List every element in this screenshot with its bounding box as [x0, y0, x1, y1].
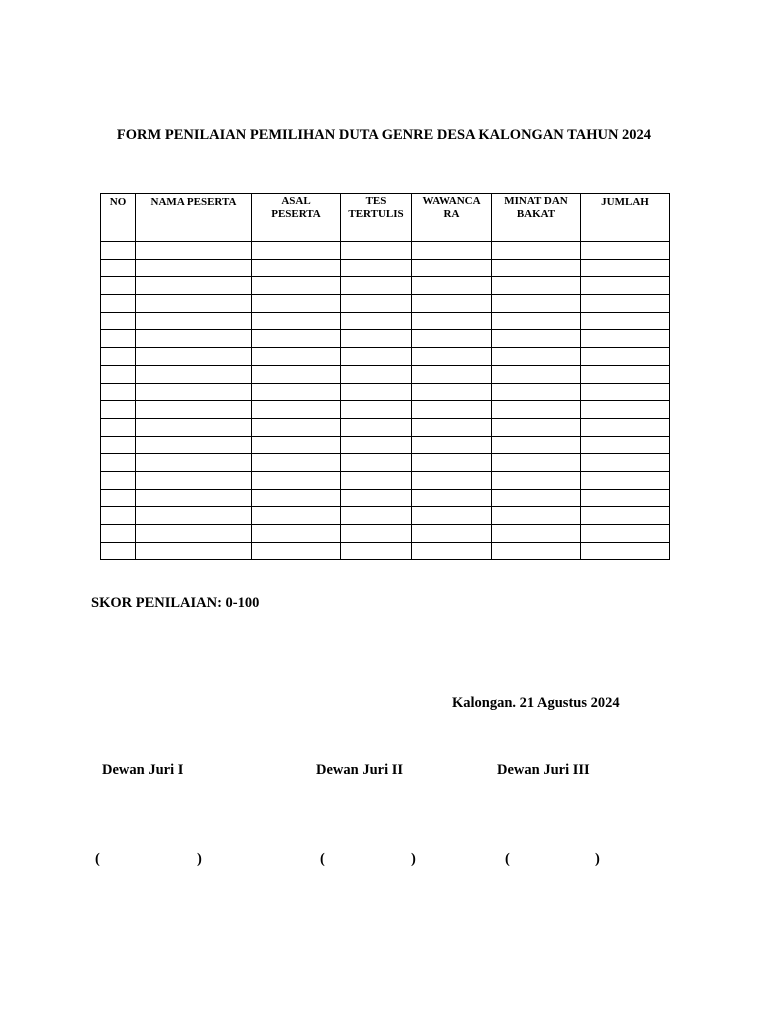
cell-tes-tertulis[interactable] [341, 277, 412, 295]
cell-asal-peserta[interactable] [252, 507, 341, 525]
cell-tes-tertulis[interactable] [341, 489, 412, 507]
cell-nama-peserta[interactable] [136, 525, 252, 543]
cell-wawancara[interactable] [412, 418, 492, 436]
cell-jumlah[interactable] [581, 277, 670, 295]
cell-nama-peserta[interactable] [136, 242, 252, 260]
table-row [101, 312, 670, 330]
cell-minat-dan-bakat[interactable] [492, 542, 581, 560]
cell-jumlah[interactable] [581, 507, 670, 525]
cell-no[interactable] [101, 242, 136, 260]
cell-minat-dan-bakat[interactable] [492, 383, 581, 401]
score-table [100, 193, 670, 560]
cell-wawancara[interactable] [412, 365, 492, 383]
cell-wawancara[interactable] [412, 383, 492, 401]
cell-minat-dan-bakat[interactable] [492, 525, 581, 543]
table-row [101, 525, 670, 543]
cell-jumlah[interactable] [581, 471, 670, 489]
cell-wawancara[interactable] [412, 259, 492, 277]
cell-nama-peserta[interactable] [136, 542, 252, 560]
cell-tes-tertulis[interactable] [341, 471, 412, 489]
cell-jumlah[interactable] [581, 365, 670, 383]
cell-no[interactable] [101, 542, 136, 560]
cell-nama-peserta[interactable] [136, 489, 252, 507]
cell-tes-tertulis[interactable] [341, 525, 412, 543]
cell-tes-tertulis[interactable] [341, 259, 412, 277]
cell-no[interactable] [101, 454, 136, 472]
cell-asal-peserta[interactable] [252, 348, 341, 366]
judge-1-signature-open: ( [95, 851, 100, 867]
cell-jumlah[interactable] [581, 401, 670, 419]
table-header-row [101, 194, 670, 242]
cell-minat-dan-bakat[interactable] [492, 436, 581, 454]
table-row [101, 436, 670, 454]
header-asal-peserta: ASAL PESERTA [252, 194, 341, 242]
cell-minat-dan-bakat[interactable] [492, 277, 581, 295]
cell-nama-peserta[interactable] [136, 471, 252, 489]
cell-nama-peserta[interactable] [136, 365, 252, 383]
cell-asal-peserta[interactable] [252, 242, 341, 260]
cell-no[interactable] [101, 277, 136, 295]
cell-minat-dan-bakat[interactable] [492, 348, 581, 366]
cell-wawancara[interactable] [412, 507, 492, 525]
cell-no[interactable] [101, 312, 136, 330]
cell-nama-peserta[interactable] [136, 330, 252, 348]
cell-minat-dan-bakat[interactable] [492, 312, 581, 330]
score-range-note: SKOR PENILAIAN: 0-100 [91, 595, 260, 611]
judge-1-label: Dewan Juri I [102, 762, 184, 778]
cell-no[interactable] [101, 330, 136, 348]
cell-tes-tertulis[interactable] [341, 454, 412, 472]
cell-wawancara[interactable] [412, 348, 492, 366]
table-row [101, 418, 670, 436]
cell-minat-dan-bakat[interactable] [492, 401, 581, 419]
cell-jumlah[interactable] [581, 454, 670, 472]
cell-nama-peserta[interactable] [136, 259, 252, 277]
cell-asal-peserta[interactable] [252, 277, 341, 295]
cell-no[interactable] [101, 401, 136, 419]
cell-asal-peserta[interactable] [252, 312, 341, 330]
cell-wawancara[interactable] [412, 471, 492, 489]
table-row [101, 330, 670, 348]
cell-minat-dan-bakat[interactable] [492, 242, 581, 260]
cell-nama-peserta[interactable] [136, 401, 252, 419]
judge-3-label: Dewan Juri III [497, 762, 590, 778]
cell-minat-dan-bakat[interactable] [492, 259, 581, 277]
cell-minat-dan-bakat[interactable] [492, 330, 581, 348]
cell-nama-peserta[interactable] [136, 507, 252, 525]
cell-tes-tertulis[interactable] [341, 330, 412, 348]
cell-nama-peserta[interactable] [136, 418, 252, 436]
header-minat-dan-bakat: MINAT DAN BAKAT [492, 194, 581, 242]
table-row [101, 295, 670, 313]
cell-no[interactable] [101, 383, 136, 401]
cell-asal-peserta[interactable] [252, 330, 341, 348]
cell-minat-dan-bakat[interactable] [492, 365, 581, 383]
cell-nama-peserta[interactable] [136, 454, 252, 472]
table-row [101, 471, 670, 489]
cell-asal-peserta[interactable] [252, 365, 341, 383]
cell-minat-dan-bakat[interactable] [492, 489, 581, 507]
table-row [101, 242, 670, 260]
cell-jumlah[interactable] [581, 242, 670, 260]
cell-asal-peserta[interactable] [252, 259, 341, 277]
table-row [101, 383, 670, 401]
cell-wawancara[interactable] [412, 525, 492, 543]
cell-nama-peserta[interactable] [136, 295, 252, 313]
cell-nama-peserta[interactable] [136, 383, 252, 401]
judge-3-signature-open: ( [505, 851, 510, 867]
cell-tes-tertulis[interactable] [341, 383, 412, 401]
table-row [101, 365, 670, 383]
cell-minat-dan-bakat[interactable] [492, 295, 581, 313]
cell-nama-peserta[interactable] [136, 436, 252, 454]
cell-jumlah[interactable] [581, 436, 670, 454]
cell-wawancara[interactable] [412, 242, 492, 260]
cell-jumlah[interactable] [581, 542, 670, 560]
cell-wawancara[interactable] [412, 436, 492, 454]
table-row [101, 454, 670, 472]
judge-2-signature-close: ) [411, 851, 416, 867]
cell-wawancara[interactable] [412, 330, 492, 348]
cell-no[interactable] [101, 436, 136, 454]
header-jumlah: JUMLAH [581, 194, 670, 242]
cell-jumlah[interactable] [581, 295, 670, 313]
header-tes-tertulis: TES TERTULIS [341, 194, 412, 242]
cell-jumlah[interactable] [581, 312, 670, 330]
cell-no[interactable] [101, 507, 136, 525]
cell-wawancara[interactable] [412, 295, 492, 313]
header-wawancara: WAWANCA RA [412, 194, 492, 242]
cell-asal-peserta[interactable] [252, 454, 341, 472]
cell-no[interactable] [101, 295, 136, 313]
table-row [101, 401, 670, 419]
table-row [101, 507, 670, 525]
cell-jumlah[interactable] [581, 489, 670, 507]
cell-tes-tertulis[interactable] [341, 312, 412, 330]
cell-asal-peserta[interactable] [252, 418, 341, 436]
cell-tes-tertulis[interactable] [341, 507, 412, 525]
header-nama-peserta: NAMA PESERTA [136, 194, 252, 242]
cell-tes-tertulis[interactable] [341, 542, 412, 560]
cell-asal-peserta[interactable] [252, 542, 341, 560]
table-body [101, 242, 670, 560]
cell-wawancara[interactable] [412, 312, 492, 330]
table-row [101, 259, 670, 277]
cell-asal-peserta[interactable] [252, 471, 341, 489]
form-title: FORM PENILAIAN PEMILIHAN DUTA GENRE DESA KALONGAN TAHUN 2024 [116, 127, 652, 143]
cell-tes-tertulis[interactable] [341, 348, 412, 366]
cell-asal-peserta[interactable] [252, 295, 341, 313]
cell-no[interactable] [101, 365, 136, 383]
cell-nama-peserta[interactable] [136, 348, 252, 366]
cell-no[interactable] [101, 348, 136, 366]
cell-asal-peserta[interactable] [252, 383, 341, 401]
cell-asal-peserta[interactable] [252, 489, 341, 507]
cell-tes-tertulis[interactable] [341, 436, 412, 454]
cell-jumlah[interactable] [581, 348, 670, 366]
table-row [101, 277, 670, 295]
cell-tes-tertulis[interactable] [341, 295, 412, 313]
cell-nama-peserta[interactable] [136, 277, 252, 295]
header-no: NO [101, 194, 136, 242]
cell-minat-dan-bakat[interactable] [492, 507, 581, 525]
cell-no[interactable] [101, 471, 136, 489]
cell-wawancara[interactable] [412, 542, 492, 560]
cell-jumlah[interactable] [581, 330, 670, 348]
cell-no[interactable] [101, 489, 136, 507]
cell-jumlah[interactable] [581, 259, 670, 277]
cell-jumlah[interactable] [581, 418, 670, 436]
cell-minat-dan-bakat[interactable] [492, 471, 581, 489]
cell-jumlah[interactable] [581, 383, 670, 401]
cell-minat-dan-bakat[interactable] [492, 418, 581, 436]
judge-1-signature-close: ) [197, 851, 202, 867]
cell-no[interactable] [101, 418, 136, 436]
judge-2-label: Dewan Juri II [316, 762, 404, 778]
judge-2-signature-open: ( [320, 851, 325, 867]
place-and-date: Kalongan. 21 Agustus 2024 [452, 695, 620, 711]
cell-tes-tertulis[interactable] [341, 365, 412, 383]
table-row [101, 489, 670, 507]
cell-wawancara[interactable] [412, 454, 492, 472]
cell-minat-dan-bakat[interactable] [492, 454, 581, 472]
cell-no[interactable] [101, 525, 136, 543]
cell-jumlah[interactable] [581, 525, 670, 543]
cell-no[interactable] [101, 259, 136, 277]
cell-wawancara[interactable] [412, 489, 492, 507]
judge-3-signature-close: ) [595, 851, 600, 867]
cell-nama-peserta[interactable] [136, 312, 252, 330]
cell-wawancara[interactable] [412, 277, 492, 295]
cell-tes-tertulis[interactable] [341, 401, 412, 419]
table-row [101, 348, 670, 366]
cell-asal-peserta[interactable] [252, 525, 341, 543]
cell-asal-peserta[interactable] [252, 436, 341, 454]
table-row [101, 542, 670, 560]
cell-tes-tertulis[interactable] [341, 242, 412, 260]
cell-asal-peserta[interactable] [252, 401, 341, 419]
cell-wawancara[interactable] [412, 401, 492, 419]
cell-tes-tertulis[interactable] [341, 418, 412, 436]
